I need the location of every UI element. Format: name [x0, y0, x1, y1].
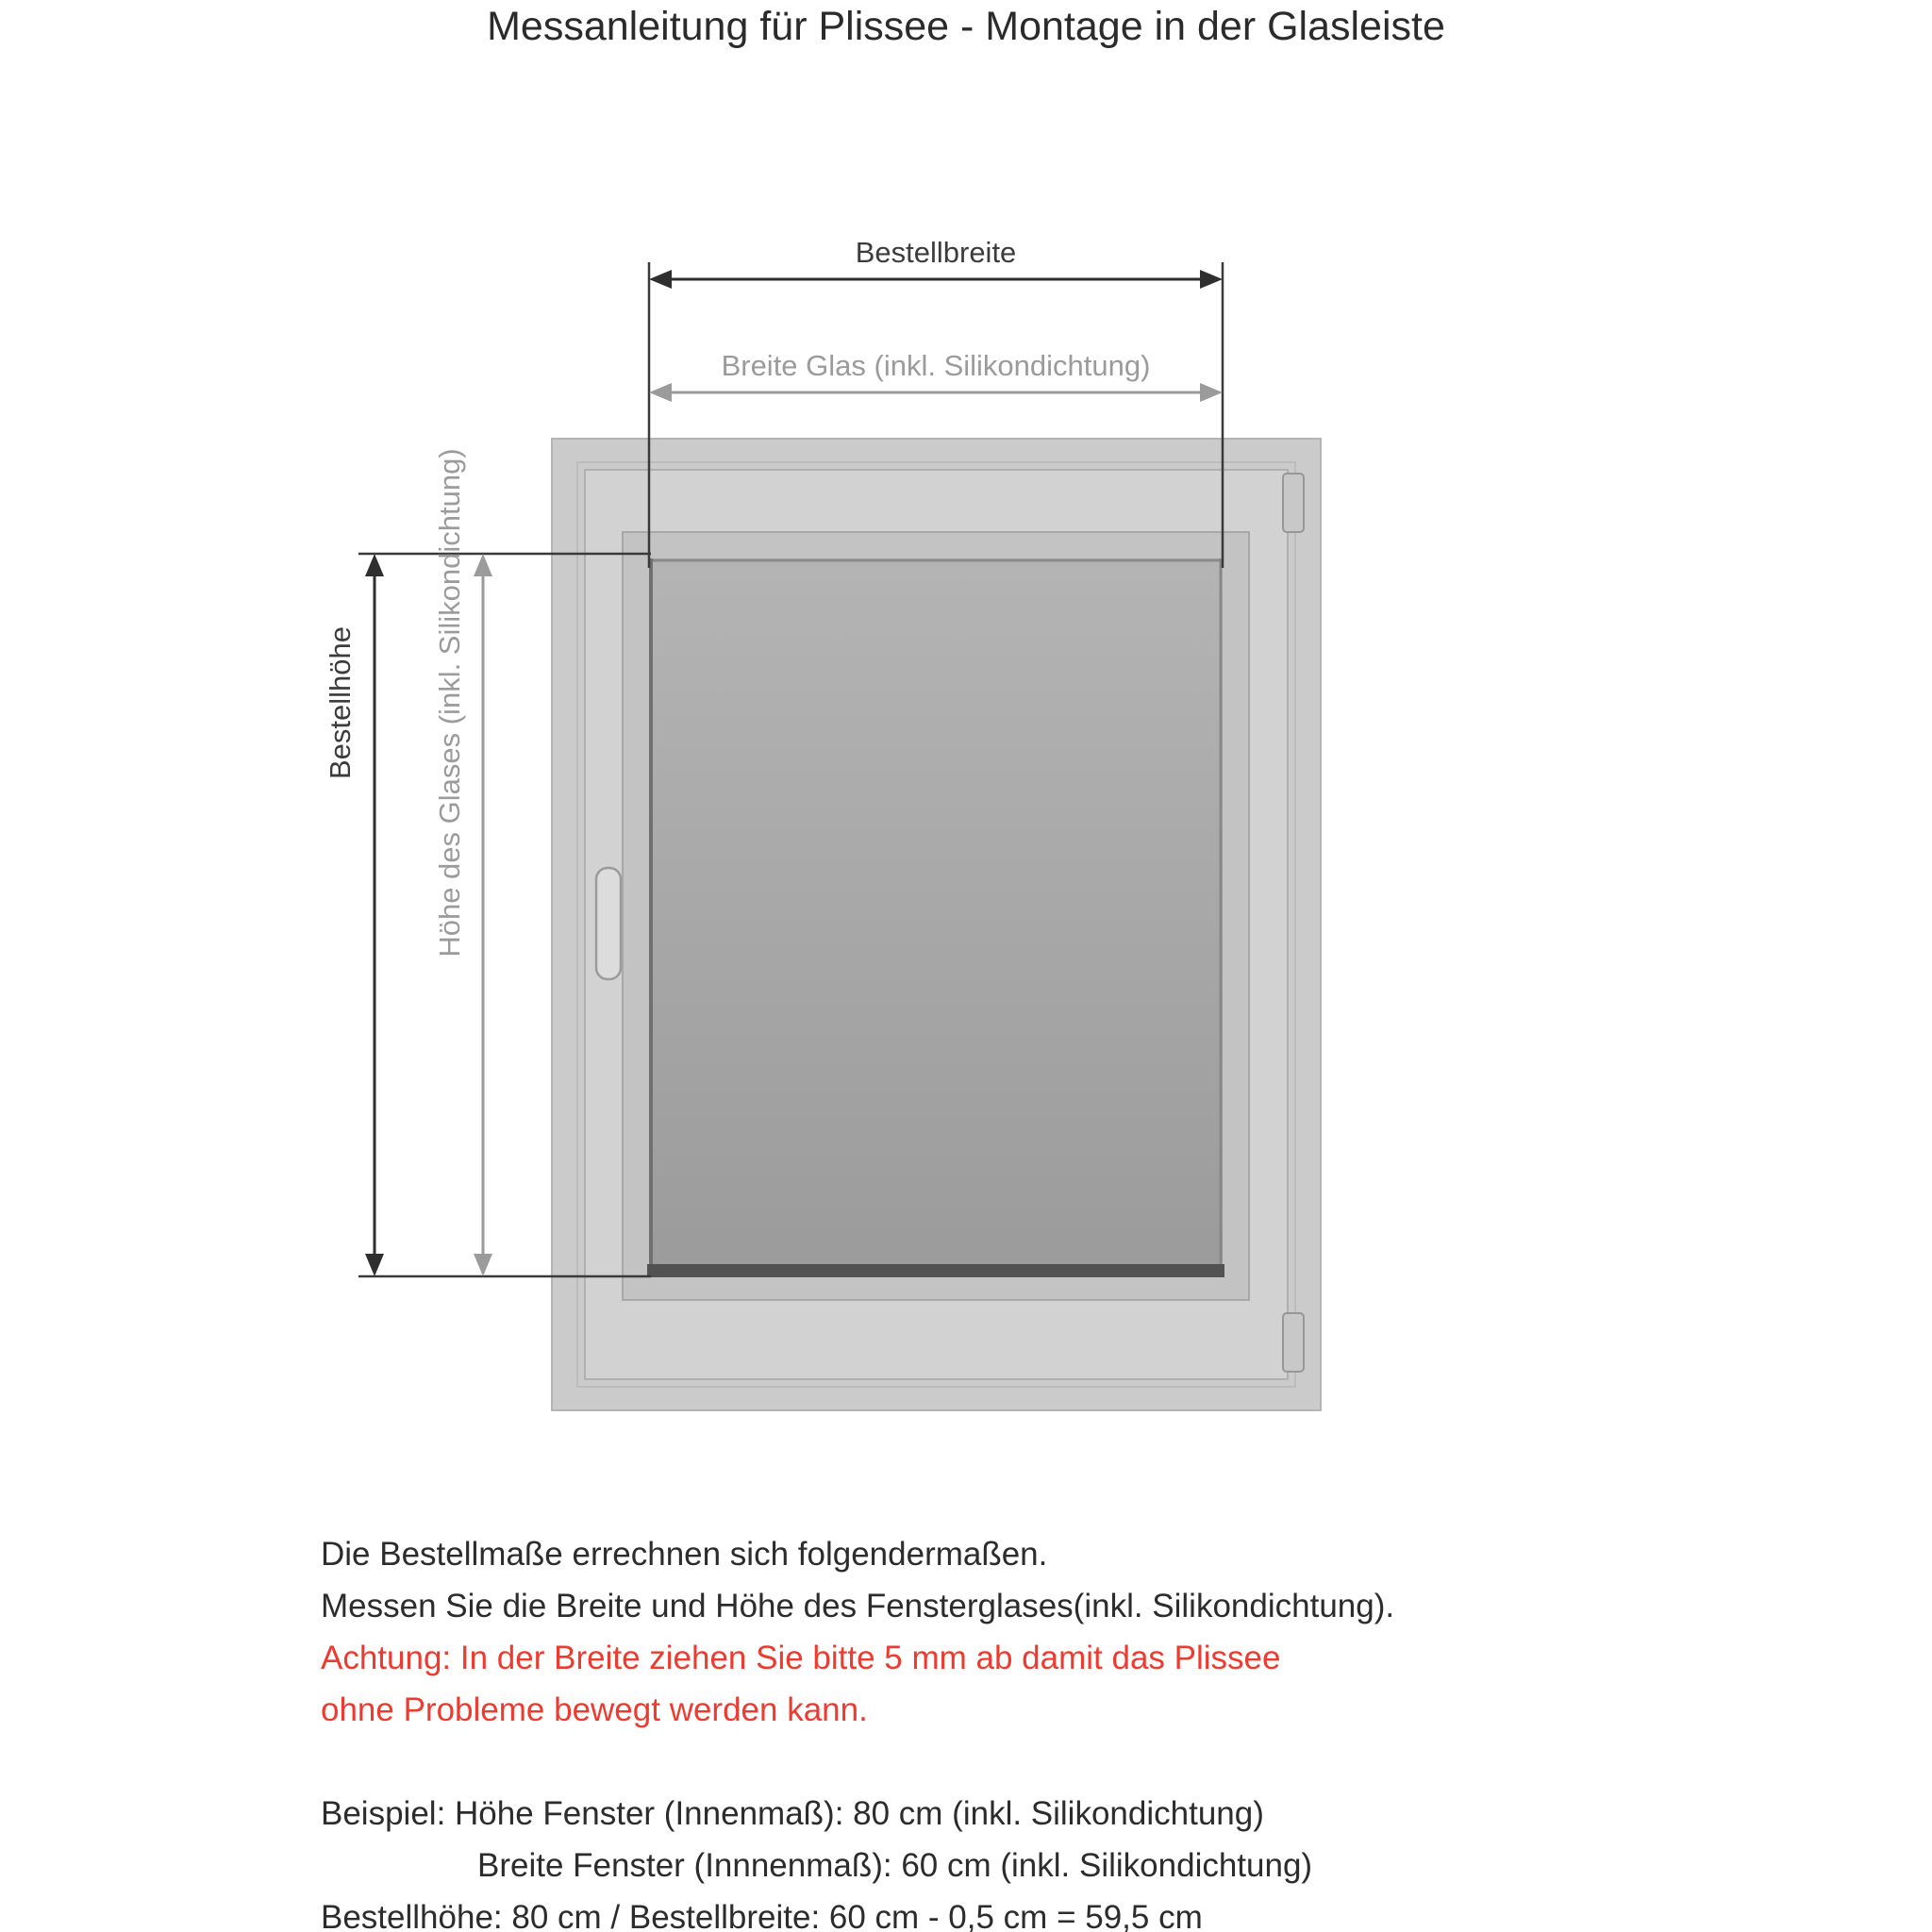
glass-width-arrowhead-left: [649, 383, 672, 402]
order-height-arrow: [365, 554, 384, 1276]
glass-height-arrow: [474, 554, 492, 1276]
instructions-warning-line1: Achtung: In der Breite ziehen Sie bitte 5 mm ab damit das Plissee: [321, 1640, 1281, 1676]
glass-height-arrowhead-top: [474, 554, 492, 576]
order-width-arrowhead-left: [649, 270, 672, 289]
order-height-label: Bestellhöhe: [324, 625, 357, 780]
instructions-example-line3: Bestellhöhe: 80 cm / Bestellbreite: 60 cm - 0,5 cm = 59,5 cm: [321, 1899, 1203, 1932]
instructions-intro-line1: Die Bestellmaße errechnen sich folgendermaßen.: [321, 1536, 1048, 1573]
glass-width-label: Breite Glas (inkl. Silikondichtung): [721, 349, 1151, 382]
glass-height-arrowhead-bottom: [474, 1254, 492, 1276]
instructions-example-line2: Breite Fenster (Innnenmaß): 60 cm (inkl. Silikondichtung): [477, 1847, 1313, 1884]
window-illustration: [552, 439, 1321, 1410]
instructions-block: [321, 1528, 1792, 1932]
glass-height-label: Höhe des Glases (inkl. Silikondichtung): [433, 448, 466, 958]
instructions-spacer: [321, 1736, 1792, 1788]
hinge-bottom-icon: [1283, 1313, 1304, 1372]
window-glass: [649, 558, 1223, 1277]
order-height-arrowhead-bottom: [365, 1254, 384, 1276]
glass-width-arrow: [649, 383, 1223, 402]
order-width-label: Bestellbreite: [855, 236, 1017, 269]
glass-edge-bottom: [647, 1264, 1224, 1277]
instructions-example-line1: Beispiel: Höhe Fenster (Innenmaß): 80 cm (inkl. Silikondichtung): [321, 1795, 1264, 1832]
instructions-intro-line2: Messen Sie die Breite und Höhe des Fensterglases(inkl. Silikondichtung).: [321, 1588, 1395, 1624]
window-handle: [596, 868, 621, 979]
page-title: Messanleitung für Plissee - Montage in der Glasleiste: [487, 4, 1445, 49]
glass-width-arrowhead-right: [1200, 383, 1223, 402]
order-height-arrowhead-top: [365, 554, 384, 576]
order-width-arrowhead-right: [1200, 270, 1223, 289]
instructions-warning-line2: ohne Probleme bewegt werden kann.: [321, 1691, 868, 1728]
order-width-arrow: [649, 270, 1223, 289]
hinge-top-icon: [1283, 474, 1304, 532]
